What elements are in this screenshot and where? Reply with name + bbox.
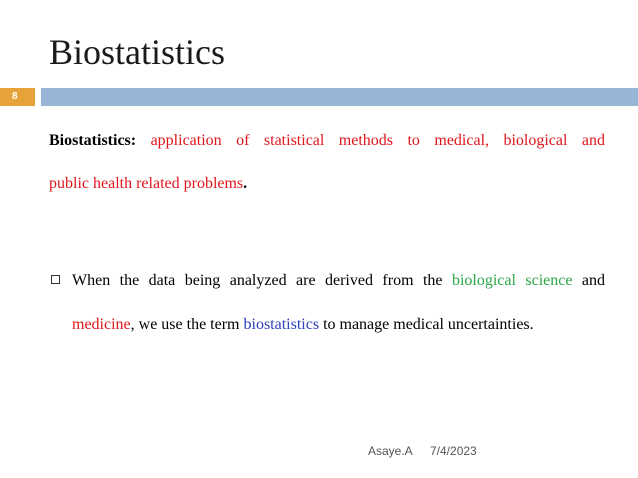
bullet-square-icon [51,275,60,284]
footer-author: Asaye.A [368,444,413,458]
slide-number: 8 [12,91,18,102]
bullet-highlight-green: biological science [451,272,573,289]
bullet-text-part-2: and [581,272,606,289]
definition-text-line-1: application of statistical methods to medical, biological and [150,132,606,149]
definition-term: Biostatistics: [49,132,137,149]
definition-line-2 [49,174,247,194]
definition-text-line-2: public health related problems [49,175,244,192]
bullet-highlight-red: medicine [72,316,131,333]
slide-number-box [0,88,35,106]
bullet-text-part-4: to manage medical uncertainties. [323,316,534,333]
definition-period: . [243,175,248,192]
bullet-highlight-blue: biostatistics [243,316,320,333]
slide-title: Biostatistics [49,32,226,72]
bullet-line-1 [72,271,605,291]
bullet-text-part-1: When the data being analyzed are derived from the [72,272,443,289]
bullet-line-2 [72,315,534,335]
title-accent-bar [41,88,638,106]
bullet-text-part-3: , we use the term [130,316,240,333]
footer-date: 7/4/2023 [430,444,477,458]
definition-line-1 [49,131,605,151]
